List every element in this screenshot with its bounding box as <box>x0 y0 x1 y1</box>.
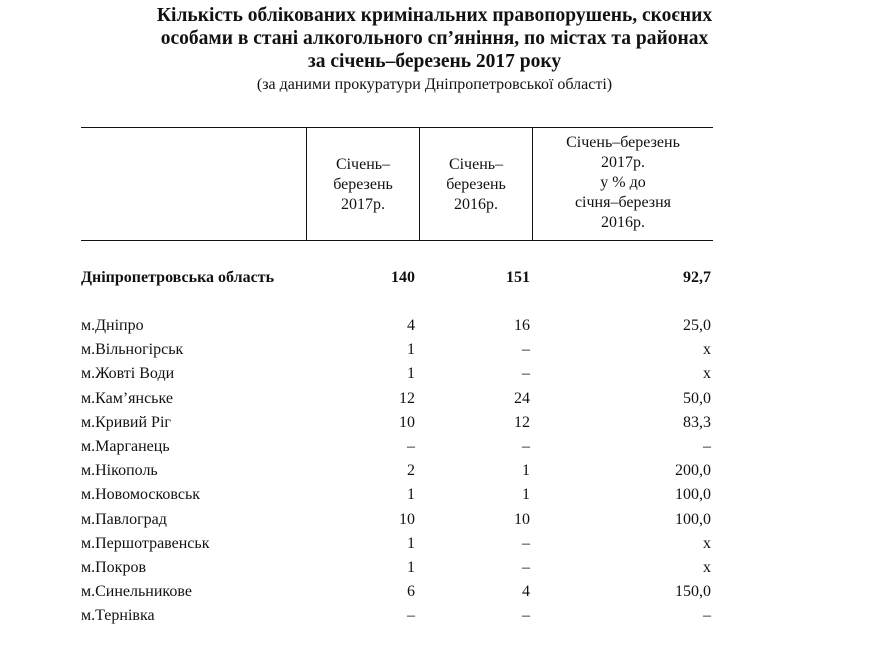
header-col1-line: 2017р. <box>341 196 385 213</box>
city-name: м.Дніпро <box>81 317 144 334</box>
value-2016: – <box>522 438 530 455</box>
value-percent: – <box>703 438 711 455</box>
title-line-3: за січень–березень 2017 року <box>307 51 562 72</box>
city-name: м.Тернівка <box>81 607 155 625</box>
table-row <box>81 604 721 628</box>
header-col3-line: Січень–березень <box>566 134 680 151</box>
value-2017: 1 <box>407 486 415 504</box>
city-name: м.Першотравенськ <box>81 534 210 552</box>
title-line-1: Кількість облікованих кримінальних правопорушень, скоєних <box>156 5 713 26</box>
value-2016: 1 <box>522 462 530 480</box>
value-2016: – <box>522 607 530 625</box>
city-name: м.Марганець <box>81 438 170 455</box>
value-percent: х <box>703 559 711 576</box>
value-2016: – <box>522 559 530 576</box>
value-2016: 12 <box>514 413 530 431</box>
header-col3-line: 2016р. <box>601 214 645 231</box>
value-2017: – <box>407 438 415 455</box>
header-jan-mar-2017 <box>307 155 419 215</box>
value-percent: 100,0 <box>675 486 711 504</box>
value-2016: – <box>522 534 530 552</box>
value-2017: 10 <box>399 413 415 431</box>
city-name: м.Синельникове <box>81 583 192 601</box>
value-percent: х <box>703 365 711 383</box>
table-row <box>81 532 721 556</box>
value-2016: 10 <box>514 510 530 528</box>
value-percent: 92,7 <box>683 269 711 286</box>
table-row <box>81 580 721 604</box>
source-note: (за даними прокуратури Дніпропетровської області) <box>256 76 613 93</box>
table-row <box>81 387 721 411</box>
value-percent: 100,0 <box>675 510 711 528</box>
header-col1-line: Січень– <box>335 156 391 173</box>
value-2016: 4 <box>522 583 530 601</box>
value-2017: – <box>407 607 415 625</box>
table-row <box>81 314 721 338</box>
value-percent: 150,0 <box>675 583 711 601</box>
city-name: м.Кривий Ріг <box>81 413 171 431</box>
city-name: м.Вільногірськ <box>81 341 184 359</box>
table-header-rule <box>81 240 713 241</box>
table-row <box>81 508 721 532</box>
value-2017: 1 <box>407 341 415 359</box>
table-row <box>81 411 721 435</box>
header-col3-line: у % до <box>600 174 646 191</box>
table-row <box>81 483 721 507</box>
city-name: м.Кам’янське <box>81 389 173 407</box>
table-row <box>81 435 721 459</box>
value-percent: 83,3 <box>683 413 711 431</box>
value-2016: – <box>522 365 530 383</box>
value-2016: 24 <box>514 389 530 407</box>
table-row <box>81 362 721 386</box>
value-percent: х <box>703 341 711 359</box>
header-col2-line: 2016р. <box>454 196 498 213</box>
city-name: м.Покров <box>81 559 147 576</box>
value-2017: 4 <box>407 317 415 334</box>
value-percent: – <box>703 607 711 625</box>
table-row <box>81 338 721 362</box>
value-2017: 140 <box>391 269 415 286</box>
value-percent: 50,0 <box>683 389 711 407</box>
value-2017: 1 <box>407 365 415 383</box>
value-percent: 25,0 <box>683 317 711 334</box>
header-col3-line: 2017р. <box>601 154 645 171</box>
header-col1-line: березень <box>333 176 393 193</box>
region-name: Дніпропетровська область <box>81 269 275 286</box>
header-col2-line: Січень– <box>448 156 504 173</box>
value-2017: 2 <box>407 462 415 480</box>
value-2016: 1 <box>522 486 530 504</box>
value-2016: 151 <box>506 269 530 286</box>
value-2017: 1 <box>407 534 415 552</box>
value-2016: – <box>522 341 530 359</box>
city-name: м.Павлоград <box>81 510 167 528</box>
value-percent: х <box>703 534 711 552</box>
header-percent <box>533 133 713 233</box>
city-name: м.Новомосковськ <box>81 486 201 504</box>
value-percent: 200,0 <box>675 462 711 480</box>
value-2017: 1 <box>407 559 415 576</box>
title-line-2: особами в стані алкогольного сп’яніння, по містах та районах <box>160 28 709 49</box>
table-row <box>81 459 721 483</box>
table-row <box>81 556 721 580</box>
table-row-total <box>81 266 721 290</box>
header-col2-line: березень <box>446 176 506 193</box>
value-2016: 16 <box>514 317 530 334</box>
city-name: м.Нікополь <box>81 462 158 480</box>
city-name: м.Жовті Води <box>81 365 175 383</box>
header-col3-line: січня–березня <box>574 194 672 211</box>
value-2017: 6 <box>407 583 415 601</box>
table-top-rule <box>81 127 713 128</box>
header-jan-mar-2016 <box>420 155 532 215</box>
value-2017: 10 <box>399 510 415 528</box>
value-2017: 12 <box>399 389 415 407</box>
